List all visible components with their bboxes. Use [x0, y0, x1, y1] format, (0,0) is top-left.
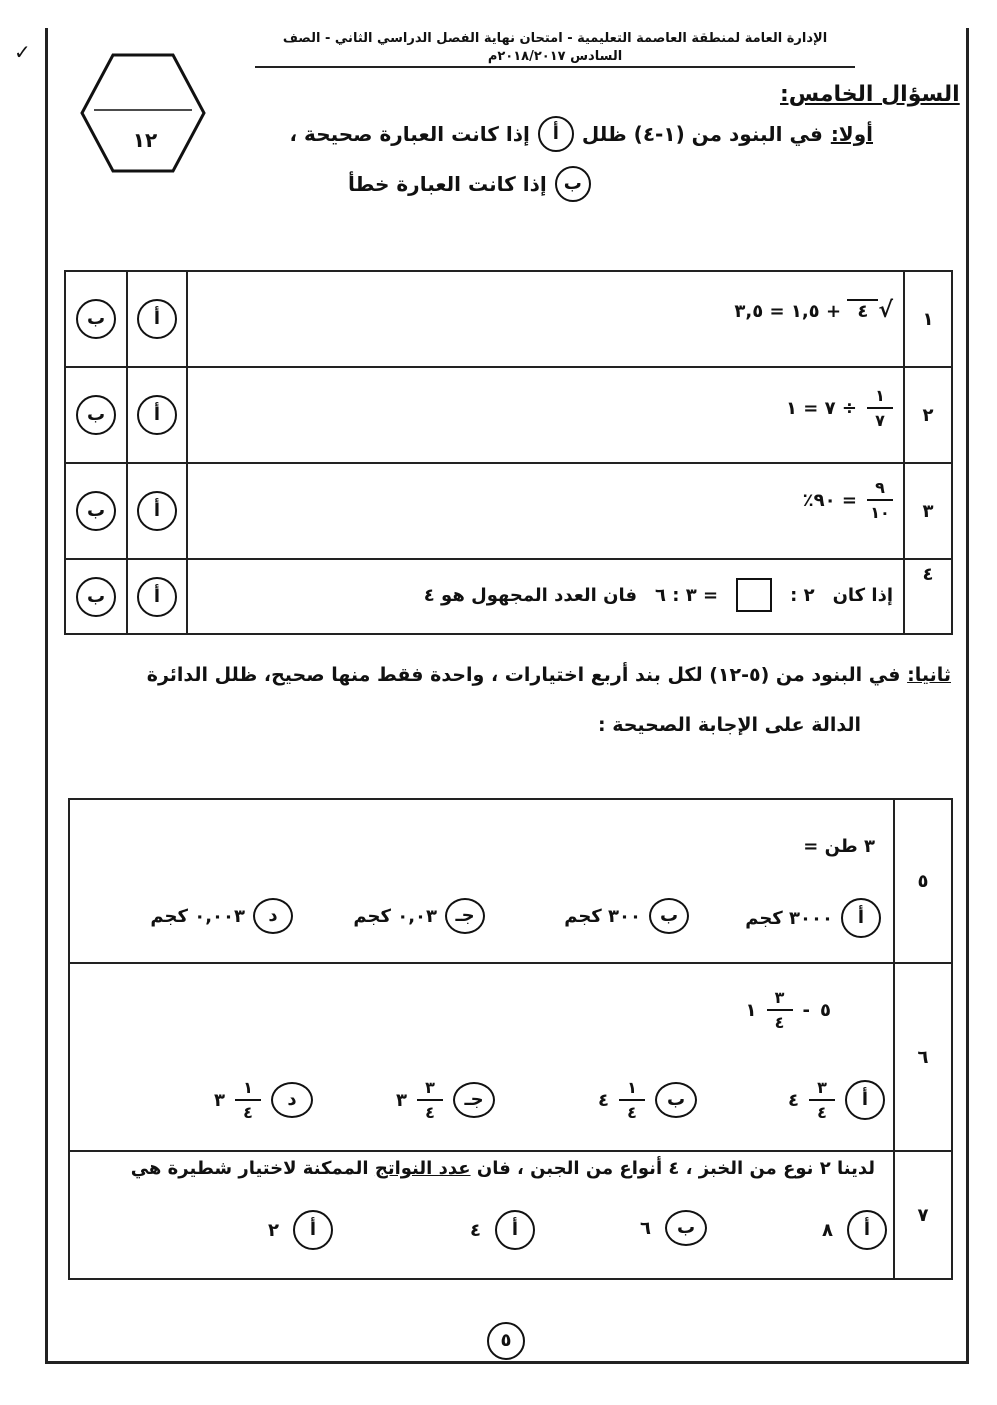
part1-true-text: إذا كانت العبارة صحيحة ، — [289, 122, 530, 146]
part1-false-text: إذا كانت العبارة خطأ — [348, 172, 547, 196]
mc7-question: لدينا ٢ نوع من الخبز ، ٤ أنواع من الجبن ، فان عدد النواتج الممكنة لاختيار شطيرة هي — [130, 1158, 875, 1179]
tf1-option-a[interactable]: أ — [137, 299, 177, 339]
part1-line1 — [290, 116, 874, 152]
tf2-option-b[interactable]: ب — [76, 395, 116, 435]
legend-circle-b: ب — [555, 166, 591, 202]
mc5-option-d-circle[interactable]: د — [253, 898, 293, 934]
mc7-option-c[interactable] — [470, 1210, 535, 1250]
tf3-number: ٣ — [904, 463, 952, 559]
mc5-option-d-text: ٠,٠٠٣ كجم — [150, 905, 245, 927]
tf4-statement — [424, 578, 893, 612]
tf-table — [64, 270, 953, 635]
mc7-option-c-text: ٤ — [470, 1219, 481, 1241]
mc6-option-a-fraction: $\frac{٣}{٤}$ — [809, 1078, 835, 1122]
mc6-q-op: - — [802, 999, 810, 1021]
tf3-option-a[interactable]: أ — [137, 491, 177, 531]
tf2-fraction: $\frac{١}{٧}$ — [867, 386, 893, 430]
mc5-option-a[interactable] — [745, 898, 881, 938]
mc5-option-a-circle[interactable]: أ — [841, 898, 881, 938]
part1-label: أولا: — [830, 122, 873, 146]
tf4-number: ٤ — [904, 559, 952, 634]
mc5-number: ٥ — [894, 799, 952, 963]
mc6-option-b[interactable] — [598, 1078, 697, 1122]
mc7-number: ٧ — [894, 1151, 952, 1279]
mc6-q-whole: ٥ — [820, 999, 831, 1021]
part2-line1 — [147, 664, 951, 686]
tf4-option-a[interactable]: أ — [137, 577, 177, 617]
mc6-number: ٦ — [894, 963, 952, 1151]
mc6-option-a[interactable] — [788, 1078, 885, 1122]
mc7-option-a-text: ٨ — [822, 1219, 833, 1241]
page-number: ٥ — [487, 1322, 525, 1360]
tf2-number: ٢ — [904, 367, 952, 463]
mc6-option-d-circle[interactable]: د — [271, 1082, 313, 1118]
mc5-option-b-circle[interactable]: ب — [649, 898, 689, 934]
tf4-ratio-right: = ٣ : ٦ — [655, 584, 719, 606]
mc6-option-c[interactable] — [396, 1078, 495, 1122]
part2-line2: الدالة على الإجابة الصحيحة : — [598, 714, 861, 736]
mc5-option-b-text: ٣٠٠ كجم — [564, 905, 641, 927]
mc7-option-b-text: ٦ — [640, 1217, 651, 1239]
mc5-option-a-text: ٣٠٠٠ كجم — [745, 907, 833, 929]
tf3-rest: = ٩٠٪ — [802, 489, 857, 511]
part2-label: ثانيا: — [907, 664, 951, 686]
mc5-option-c[interactable] — [353, 898, 485, 934]
tf2-statement — [786, 386, 893, 430]
part1-intro: في البنود من (١-٤) ظلل — [581, 122, 823, 146]
mc7-option-d-circle[interactable]: أ — [293, 1210, 333, 1250]
tf4-text-start: إذا كان — [832, 584, 893, 606]
mc6-option-d[interactable] — [214, 1078, 313, 1122]
mc6-option-c-circle[interactable]: جـ — [453, 1082, 495, 1118]
tf1-sqrt-arg: ٤ — [847, 299, 878, 322]
mc7-option-b-circle[interactable]: ب — [665, 1210, 707, 1246]
mc6-q-mixed-whole: ١ — [745, 999, 757, 1021]
mc7-option-b[interactable] — [640, 1210, 707, 1246]
mc6-option-c-fraction: $\frac{٣}{٤}$ — [417, 1078, 443, 1122]
tf4-text-end: فان العدد المجهول هو ٤ — [423, 584, 637, 606]
tf3-option-b[interactable]: ب — [76, 491, 116, 531]
mc7-option-a-circle[interactable]: أ — [847, 1210, 887, 1250]
mc7-option-c-circle[interactable]: أ — [495, 1210, 535, 1250]
mc6-option-a-circle[interactable]: أ — [845, 1080, 885, 1120]
mc7-option-d-text: ٢ — [268, 1219, 279, 1241]
mc6-option-b-whole: ٤ — [598, 1089, 609, 1111]
legend-circle-a: أ — [538, 116, 574, 152]
tf4-option-b[interactable]: ب — [76, 577, 116, 617]
tf2-rest: ÷ ٧ = ١ — [786, 397, 857, 419]
tf1-sqrt-sign: √ — [878, 298, 893, 323]
mc5-option-b[interactable] — [564, 898, 689, 934]
tf1-rest: + ١,٥ = ٣,٥ — [734, 301, 842, 322]
mc6-question — [746, 988, 831, 1032]
mc5-option-d[interactable] — [150, 898, 293, 934]
part2-text1: في البنود من (٥-١٢) لكل بند أربع اختيارات ، واحدة فقط منها صحيح، ظلل الدائرة — [146, 664, 901, 686]
tf1-option-b[interactable]: ب — [76, 299, 116, 339]
mc6-option-c-whole: ٣ — [396, 1089, 407, 1111]
part1-line2 — [348, 166, 591, 202]
mc6-option-b-circle[interactable]: ب — [655, 1082, 697, 1118]
tf3-statement — [803, 478, 893, 522]
tf3-fraction: $\frac{٩}{١٠}$ — [867, 478, 893, 522]
mc6-option-a-whole: ٤ — [788, 1089, 799, 1111]
mc5-option-c-text: ٠,٠٣ كجم — [353, 905, 437, 927]
mc6-option-d-fraction: $\frac{١}{٤}$ — [235, 1078, 261, 1122]
question-title: السؤال الخامس: — [780, 82, 960, 107]
score-hexagon — [78, 52, 208, 174]
mc7-option-d[interactable] — [268, 1210, 333, 1250]
mc-table — [68, 798, 953, 1280]
mc6-option-d-whole: ٣ — [214, 1089, 225, 1111]
tf4-unknown-box[interactable] — [736, 578, 772, 612]
tf2-option-a[interactable]: أ — [137, 395, 177, 435]
tf4-ratio-left: ٢ : — [790, 584, 815, 606]
corner-mark: ✓ — [14, 40, 31, 64]
mc6-option-b-fraction: $\frac{١}{٤}$ — [619, 1078, 645, 1122]
tf1-number: ١ — [904, 271, 952, 367]
tf1-statement — [734, 298, 893, 323]
mc5-question: ٣ طن = — [803, 836, 875, 857]
mc5-option-c-circle[interactable]: جـ — [445, 898, 485, 934]
mc7-underlined: عدد النواتج — [374, 1158, 471, 1179]
mc7-option-a[interactable] — [822, 1210, 887, 1250]
score-value: ١٢ — [132, 128, 158, 152]
exam-header: الإدارة العامة لمنطقة العاصمة التعليمية - امتحان نهاية الفصل الدراسي الثاني - الصف السادس ٢٠١٨/٢٠١٧م — [255, 30, 855, 68]
mc6-q-fraction: $\frac{٣}{٤}$ — [767, 988, 793, 1032]
